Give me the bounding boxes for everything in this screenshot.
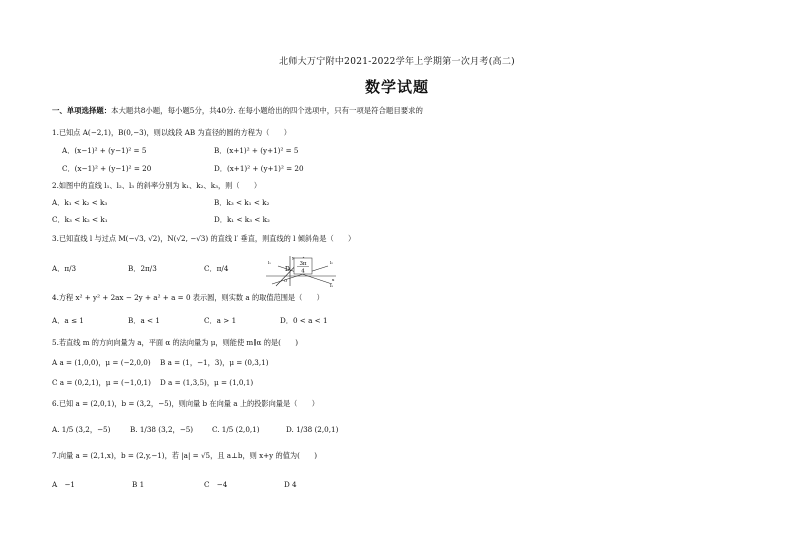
question-1-option-c: C．(x−1)² + (y−1)² = 20 bbox=[62, 164, 152, 173]
question-7-option-b: B 1 bbox=[132, 480, 145, 489]
section-label: 一、单项选择题： bbox=[52, 106, 112, 115]
question-2-option-c: C．k₃ < k₂ < k₁ bbox=[52, 215, 108, 224]
label-l3: l₃ bbox=[330, 283, 333, 288]
question-7-option-a: A −1 bbox=[52, 480, 75, 489]
question-4-option-a: A．a ≤ 1 bbox=[52, 316, 84, 325]
label-y: y bbox=[292, 255, 295, 260]
question-4-option-d: D．0 < a < 1 bbox=[280, 316, 328, 325]
section-heading bbox=[52, 106, 423, 115]
question-5-option-c: C a = (0,2,1)，μ = (−1,0,1) bbox=[52, 378, 151, 387]
question-2-option-d: D．k₁ < k₃ < k₂ bbox=[214, 215, 270, 224]
label-x: x bbox=[332, 277, 335, 282]
question-3-option-a: A．π/3 bbox=[52, 264, 77, 273]
label-l2: l₂ bbox=[330, 260, 333, 265]
question-1-option-d: D．(x+1)² + (y+1)² = 20 bbox=[214, 164, 304, 173]
option-d-denominator: 4 bbox=[301, 268, 305, 275]
question-7-option-c: C −4 bbox=[204, 480, 228, 489]
section-description: 本大题共8小题，每小题5分，共40分. 在每小题给出的四个选项中，只有一项是符合题目要求的 bbox=[111, 106, 423, 115]
option-d-numerator: 3π bbox=[299, 261, 307, 267]
question-6-option-c: C. 1/5 (2,0,1) bbox=[212, 425, 260, 434]
page-title: 数学试题 bbox=[364, 78, 429, 96]
question-7-stem: 7.向量 a = (2,1,x)，b = (2,y,−1)，若 |a| = √5，且 a⊥b，则 x+y 的值为( ) bbox=[52, 451, 318, 460]
question-5-option-b: B a = (1，−1，3)，μ = (0,3,1) bbox=[160, 358, 269, 367]
question-7-option-d: D 4 bbox=[284, 480, 297, 489]
question-5-option-d: D a = (1,3,5)，μ = (1,0,1) bbox=[160, 378, 254, 387]
question-2-option-a: A．k₁ < k₂ < k₃ bbox=[52, 198, 108, 207]
question-5-stem: 5.若直线 m 的方向向量为 a，平面 α 的法向量为 μ，则能使 m∥α 的是( ) bbox=[52, 338, 299, 347]
question-6-option-d: D. 1/38 (2,0,1) bbox=[286, 425, 339, 434]
question-4-stem: 4.方程 x² + y² + 2ax − 2y + a² + a = 0 表示圆，则实数 a 的取值范围是（ ） bbox=[52, 293, 324, 302]
question-1-stem: 1.已知点 A(−2,1)，B(0,−3)，则以线段 AB 为直径的圆的方程为（ ） bbox=[52, 128, 291, 137]
question-6-option-a: A. 1/5 (3,2，−5) bbox=[52, 425, 111, 434]
slope-lines-figure bbox=[264, 254, 338, 288]
label-l1: l₁ bbox=[268, 260, 271, 265]
question-1-option-a: A．(x−1)² + (y−1)² = 5 bbox=[62, 146, 147, 155]
question-6-option-b: B. 1/38 (3,2，−5) bbox=[130, 425, 194, 434]
question-4-option-b: B．a < 1 bbox=[128, 316, 160, 325]
question-2-stem: 2.如图中的直线 l₁、l₂、l₃ 的斜率分别为 k₁、k₂、k₃，则（ ） bbox=[52, 181, 262, 190]
question-6-stem: 6.已知 a = (2,0,1)，b = (3,2，−5)，则向量 b 在向量 a 上的投影向量是（ ） bbox=[52, 399, 319, 408]
question-5-option-a: A a = (1,0,0)，μ = (−2,0,0) bbox=[52, 358, 151, 367]
question-1-option-b: B．(x+1)² + (y+1)² = 5 bbox=[214, 146, 299, 155]
option-d-letter: D bbox=[285, 266, 290, 273]
label-origin: O bbox=[284, 278, 288, 283]
exam-header: 北师大万宁附中2021-2022学年上学期第一次月考(高二) bbox=[279, 57, 515, 67]
question-4-option-c: C．a > 1 bbox=[204, 316, 237, 325]
question-3-option-b: B．2π/3 bbox=[128, 264, 157, 273]
question-3-option-c: C．π/4 bbox=[204, 264, 229, 273]
question-2-option-b: B．k₃ < k₁ < k₂ bbox=[214, 198, 270, 207]
question-3-stem: 3.已知直线 l 与过点 M(−√3, √2)，N(√2, −√3) 的直线 l′ 垂直，则直线的 l 倾斜角是（ ） bbox=[52, 234, 356, 243]
